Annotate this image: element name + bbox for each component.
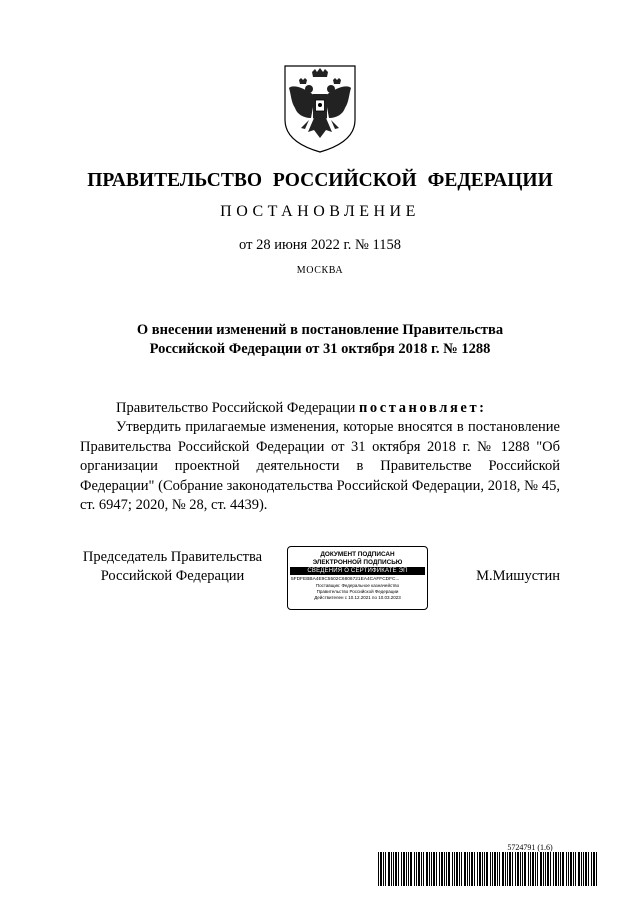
decrees-word: постановляет:	[358, 400, 487, 416]
barcode-bar	[482, 852, 483, 886]
barcode-bar	[456, 852, 458, 886]
barcode-bar	[380, 852, 382, 886]
barcode-bar	[537, 852, 538, 886]
stamp-heading-2: ЭЛЕКТРОННОЙ ПОДПИСЬЮ	[312, 558, 403, 566]
barcode-bar	[573, 852, 574, 886]
barcode-bar	[406, 852, 407, 886]
barcode-number: 5724791 (1.6)	[507, 843, 553, 852]
barcode-bar	[502, 852, 504, 886]
barcode-bar	[436, 852, 437, 886]
barcode-bar	[585, 852, 587, 886]
barcode-bar	[528, 852, 529, 886]
barcode-bar	[454, 852, 455, 886]
preamble	[80, 399, 560, 418]
barcode-bar	[588, 852, 589, 886]
barcode-bar	[562, 852, 564, 886]
barcode-bar	[391, 852, 392, 886]
government-title: ПРАВИТЕЛЬСТВО РОССИЙСКОЙ ФЕДЕРАЦИИ	[87, 170, 553, 191]
barcode-bar	[408, 852, 409, 886]
barcode-bar	[467, 852, 468, 886]
barcode-bar	[560, 852, 561, 886]
barcode-bar	[530, 852, 531, 886]
barcode-bar	[439, 852, 440, 886]
barcode-bar	[471, 852, 473, 886]
stamp-issuer-2: Правительство Российской Федерации	[316, 589, 399, 594]
barcode-bar	[464, 852, 466, 886]
barcode-bar	[398, 852, 399, 886]
barcode-bar	[583, 852, 584, 886]
barcode-bar	[507, 852, 508, 886]
barcode-bar	[558, 852, 559, 886]
barcode-bar	[492, 852, 493, 886]
stamp-certificate-bar: СВЕДЕНИЯ О СЕРТИФИКАТЕ ЭП	[290, 567, 425, 575]
signer-name: М.Мишустин	[476, 568, 560, 584]
barcode-bar	[486, 852, 488, 886]
barcode-bar	[479, 852, 481, 886]
barcode-bar	[553, 852, 554, 886]
barcode-bar	[532, 852, 534, 886]
barcode-bar	[570, 852, 572, 886]
barcode-bar	[448, 852, 450, 886]
barcode-bar	[591, 852, 592, 886]
barcode-bar	[423, 852, 424, 886]
coat-of-arms-emblem	[279, 62, 361, 154]
preamble-text: Правительство Российской Федерации	[116, 400, 359, 416]
barcode-bar	[459, 852, 460, 886]
barcode-bar	[555, 852, 557, 886]
barcode-bar	[566, 852, 567, 886]
barcode-bar	[578, 852, 580, 886]
barcode-bar	[469, 852, 470, 886]
signer-title-line-2: Российской Федерации	[100, 568, 245, 584]
barcode-bar	[431, 852, 432, 886]
decree-date-number: от 28 июня 2022 г. № 1158	[239, 237, 401, 253]
barcode-bar	[505, 852, 506, 886]
barcode-bar	[388, 852, 390, 886]
barcode-bar	[414, 852, 415, 886]
barcode-bar	[444, 852, 445, 886]
barcode-bar	[461, 852, 462, 886]
decree-city: МОСКВА	[296, 265, 344, 276]
barcode-bar	[416, 852, 417, 886]
barcode-bar	[568, 852, 569, 886]
stamp-heading-1: ДОКУМЕНТ ПОДПИСАН	[320, 551, 395, 558]
subject-line-1: О внесении изменений в постановление Правительства	[136, 322, 504, 338]
barcode-bar	[494, 852, 496, 886]
barcode-bar	[497, 852, 498, 886]
barcode-bar	[596, 852, 597, 886]
barcode-bar	[429, 852, 430, 886]
barcode-bar	[545, 852, 546, 886]
barcode-image	[378, 852, 600, 886]
barcode-bar	[401, 852, 402, 886]
barcode-bar	[575, 852, 576, 886]
barcode-bar	[517, 852, 519, 886]
barcode-bar	[499, 852, 500, 886]
barcode-bar	[474, 852, 475, 886]
barcode-bar	[540, 852, 542, 886]
signer-title	[80, 548, 265, 586]
barcode-bar	[520, 852, 521, 886]
barcode-bar	[393, 852, 394, 886]
decree-type: ПОСТАНОВЛЕНИЕ	[220, 203, 420, 220]
barcode-bar	[512, 852, 513, 886]
barcode-bar	[547, 852, 549, 886]
barcode-bar	[477, 852, 478, 886]
barcode-bar	[446, 852, 447, 886]
barcode-bar	[593, 852, 595, 886]
decree-subject	[80, 321, 560, 359]
barcode-bar	[378, 852, 379, 886]
barcode-bar	[535, 852, 536, 886]
barcode-bar	[383, 852, 384, 886]
barcode-bar	[441, 852, 443, 886]
barcode-bar	[410, 852, 412, 886]
stamp-serial: 5FDFEBBA4E9C5502C6806721EA4CAFFCDFC...	[291, 577, 400, 582]
barcode-bar	[509, 852, 511, 886]
barcode-bar	[522, 852, 523, 886]
signer-title-line-1: Председатель Правительства	[82, 549, 263, 565]
stamp-issuer-1: Поставщик: Федеральное казначейство	[315, 583, 400, 588]
barcode-bar	[433, 852, 435, 886]
stamp-validity: Действителен с 10.12.2021 по 10.03.2023	[314, 595, 401, 600]
barcode-bar	[524, 852, 526, 886]
barcode-bar	[490, 852, 491, 886]
barcode-bar	[581, 852, 582, 886]
electronic-signature-stamp	[287, 546, 428, 610]
body-paragraph: Утвердить прилагаемые изменения, которые вносятся в постановление Правительства Российской Федерации от 31 октября 2018 г. № 1288 "Об организации проектной деятельности в Правительстве Российской Федерации" (Собрание законодательства Российской Федерации, 2018, № 45, ст. 6947; 2020, № 28, ст. 4439).	[80, 419, 560, 513]
barcode-bar	[421, 852, 422, 886]
barcode-bar	[550, 852, 551, 886]
barcode-bar	[426, 852, 428, 886]
barcode-bar	[452, 852, 453, 886]
barcode-bar	[515, 852, 516, 886]
barcode-bar	[385, 852, 386, 886]
barcode-bar	[403, 852, 405, 886]
barcode-bar	[418, 852, 420, 886]
barcode-bar	[395, 852, 397, 886]
subject-line-2: Российской Федерации от 31 октября 2018 г. № 1288	[149, 341, 491, 357]
barcode-bar	[484, 852, 485, 886]
barcode-bar	[543, 852, 544, 886]
